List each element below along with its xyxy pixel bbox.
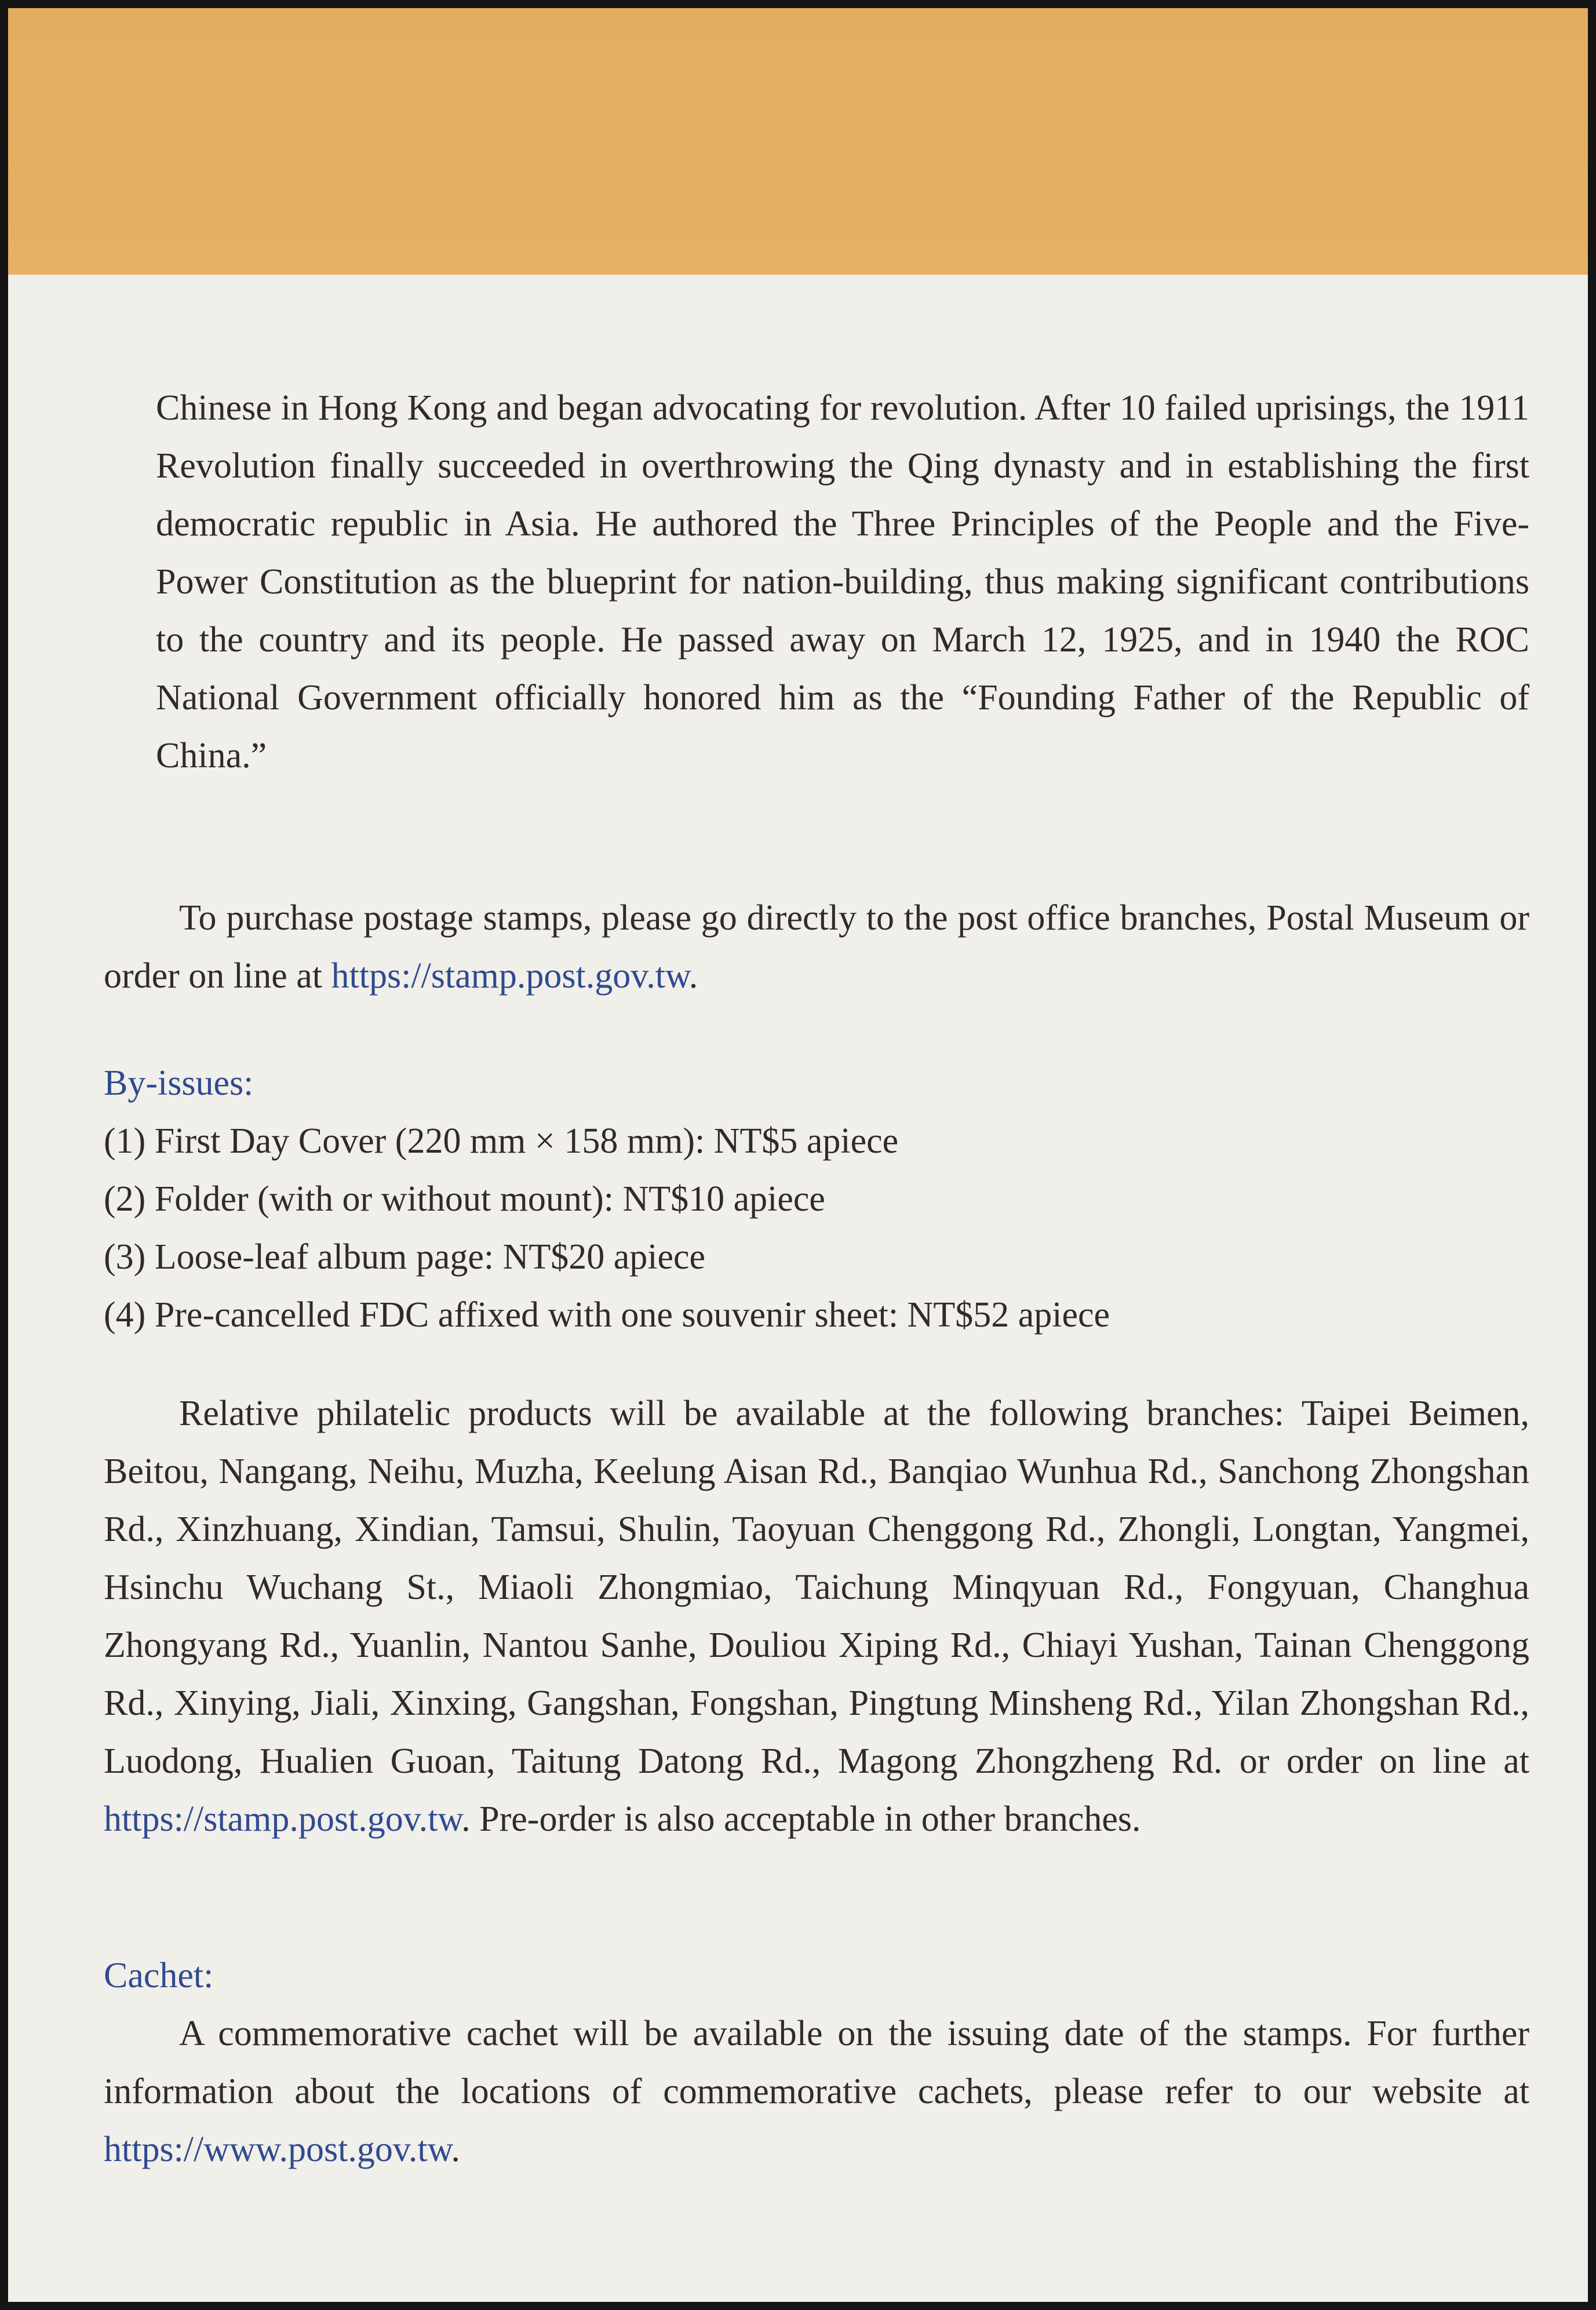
list-item: (3) Loose-leaf album page: NT$20 apiece [104,1237,706,1277]
by-issues-heading: By-issues: [104,1063,254,1103]
list-item: (4) Pre-cancelled FDC affixed with one souvenir sheet: NT$52 apiece [104,1295,1110,1335]
header-band [8,8,1588,275]
branches-paragraph [104,1384,1529,1848]
document-page [8,8,1588,2302]
purchase-paragraph [104,889,1529,1005]
cachet-heading: Cachet: [104,1956,214,1995]
by-issues-list [104,1112,1110,1344]
branches-text-end: . Pre-order is also acceptable in other branches. [461,1799,1141,1839]
cachet-text-end: . [451,2130,460,2169]
list-item: (2) Folder (with or without mount): NT$10 apiece [104,1179,825,1219]
purchase-link[interactable]: https://stamp.post.gov.tw [331,956,689,996]
purchase-text-end: . [688,956,698,996]
branches-text: Relative philatelic products will be available at the following branches: Taipei Beimen, Beitou, Nangang, Neihu, Muzha, Keelung Aisan Rd., Banqiao Wunhua Rd., Sanchong Zhongshan Rd., Xinzhuang, Xindian, Tamsui, Shulin, Taoyuan Chenggong Rd., Zhongli, Longtan, Yangmei, Hsinchu Wuchang St., Miaoli Zhongmiao, Taichung Minqyuan Rd., Fongyuan, Changhua Zhongyang Rd., Yuanlin, Nantou Sanhe, Douliou Xiping Rd., Chiayi Yushan, Tainan Chenggong Rd., Xinying, Jiali, Xinxing, Gangshan, Fongshan, Pingtung Minsheng Rd., Yilan Zhongshan Rd., Luodong, Hualien Guoan, Taitung Datong Rd., Magong Zhongzheng Rd. or order on line at [104,1394,1529,1781]
intro-paragraph: Chinese in Hong Kong and began advocating for revolution. After 10 failed uprisings, the 1911 Revolution finally succeeded in overthrowing the Qing dynasty and in establishing the first democratic republic in Asia. He authored the Three Principles of the People and the Five-Power Constitution as the blueprint for nation-building, thus making significant contributions to the country and its people. He passed away on March 12, 1925, and in 1940 the ROC National Government officially honored him as the “Founding Father of the Republic of China.” [156,388,1529,775]
purchase-text: To purchase postage stamps, please go directly to the post office branches, Postal Museum or order on line at [104,898,1529,996]
cachet-link[interactable]: https://www.post.gov.tw [104,2130,451,2169]
list-item: (1) First Day Cover (220 mm × 158 mm): NT$5 apiece [104,1121,899,1161]
branches-link[interactable]: https://stamp.post.gov.tw [104,1799,462,1839]
cachet-text: A commemorative cachet will be available on the issuing date of the stamps. For further information about the locations of commemorative cachets, please refer to our website at [104,2014,1529,2111]
cachet-paragraph [104,2005,1529,2178]
